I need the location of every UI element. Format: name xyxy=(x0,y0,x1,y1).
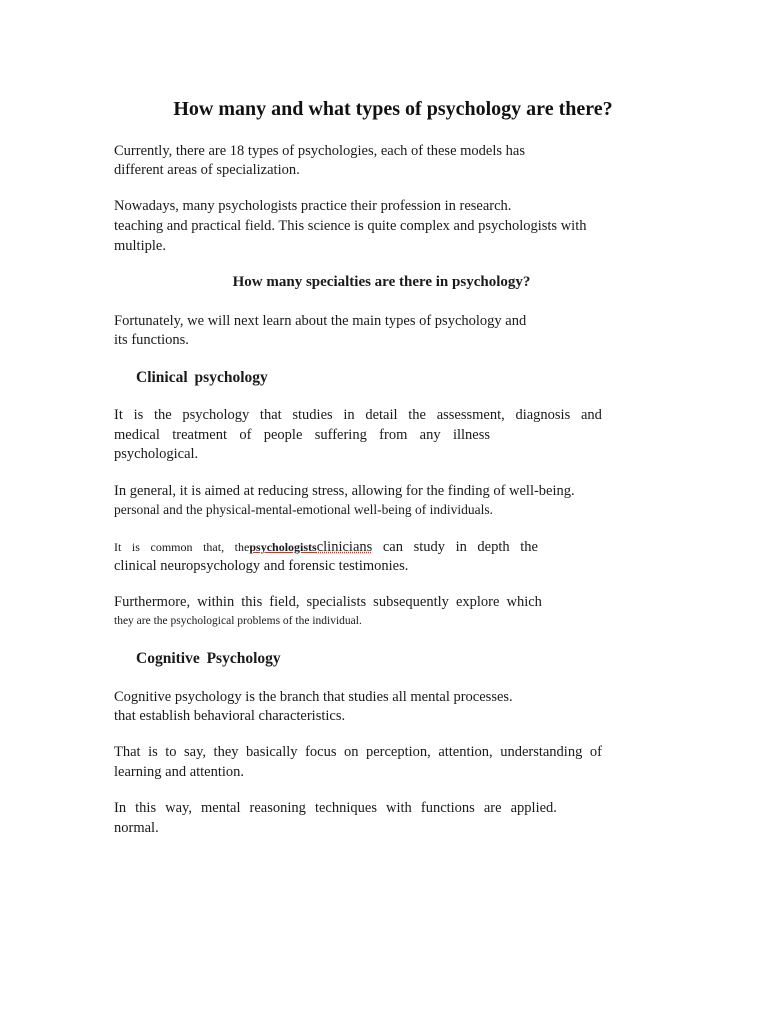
word: detail xyxy=(365,407,398,423)
subheading: How many specialties are there in psychology? xyxy=(232,274,531,290)
cognitive-heading: Cognitive Psychology xyxy=(136,650,281,667)
word: diagnosis xyxy=(515,407,571,423)
clinical-heading: Clinical psychology xyxy=(136,369,268,386)
intro-paragraph-2-line-3: multiple. xyxy=(114,238,166,254)
word: focus xyxy=(305,744,337,760)
clinical-paragraph-1-line-3: psychological. xyxy=(114,446,199,462)
word: assessment, xyxy=(436,407,505,423)
word: psychology xyxy=(182,407,250,423)
word: specialists xyxy=(306,594,367,610)
word: studies xyxy=(292,407,333,423)
clinical-paragraph-1-line-2 xyxy=(114,425,490,445)
word: they xyxy=(213,744,239,760)
page-title: How many and what types of psychology are there? xyxy=(173,98,613,120)
word: from xyxy=(379,427,408,443)
word: within xyxy=(197,594,235,610)
p3-word-1: It xyxy=(114,540,122,554)
clinical-paragraph-3-line-1 xyxy=(114,537,538,557)
p3-rest-4: depth xyxy=(477,539,510,555)
cognitive-paragraph-3-line-1 xyxy=(114,798,557,818)
word: understanding xyxy=(500,744,583,760)
intro-paragraph-1-line-2: different areas of specialization. xyxy=(114,162,300,178)
clinical-paragraph-1-line-2-words xyxy=(114,425,490,445)
word: illness xyxy=(452,427,490,443)
word: perception, xyxy=(365,744,431,760)
intro-paragraph-2-line-2: teaching and practical field. This science is quite complex and psychologists with xyxy=(114,218,587,234)
clinical-paragraph-2-line-1: In general, it is aimed at reducing stress, allowing for the finding of well-being. xyxy=(114,483,575,499)
intro-paragraph-1-line-1: Currently, there are 18 types of psychologies, each of these models has xyxy=(114,143,525,159)
word: way, xyxy=(165,800,192,816)
word: the xyxy=(408,407,426,423)
word: techniques xyxy=(314,800,377,816)
cognitive-paragraph-3-line-2: normal. xyxy=(114,820,159,836)
word: that xyxy=(259,407,282,423)
word: That xyxy=(114,744,141,760)
word: subsequently xyxy=(373,594,449,610)
word: In xyxy=(114,800,127,816)
word: functions xyxy=(420,800,475,816)
word: of xyxy=(239,427,252,443)
word: mental xyxy=(201,800,241,816)
word: the xyxy=(153,407,172,423)
cognitive-paragraph-2-line-1 xyxy=(114,742,602,762)
word: any xyxy=(419,427,441,443)
intro-paragraph-2-line-1: Nowadays, many psychologists practice their profession in research. xyxy=(114,198,512,214)
word: people xyxy=(263,427,303,443)
cognitive-paragraph-2-line-2: learning and attention. xyxy=(114,764,245,780)
word: which xyxy=(506,594,542,610)
word: It xyxy=(114,407,123,423)
subintro-line-1: Fortunately, we will next learn about the main types of psychology and xyxy=(114,313,527,329)
word: are xyxy=(483,800,502,816)
word: field, xyxy=(269,594,300,610)
word: reasoning xyxy=(249,800,306,816)
tracked-insertion: clinicians xyxy=(316,539,373,555)
word: in xyxy=(343,407,355,423)
cognitive-paragraph-1-line-2: that establish behavioral characteristics. xyxy=(114,708,346,724)
word: is xyxy=(148,744,158,760)
clinical-paragraph-1-line-1 xyxy=(114,405,602,425)
tracked-deletion: psychologists xyxy=(249,540,317,554)
word: say, xyxy=(184,744,207,760)
word: to xyxy=(165,744,177,760)
word: attention, xyxy=(438,744,493,760)
subintro-line-2: its functions. xyxy=(114,332,189,348)
tracked-change-group xyxy=(235,537,373,557)
word: this xyxy=(135,800,157,816)
word: basically xyxy=(246,744,298,760)
word: of xyxy=(589,744,602,760)
p3-word-4: that, xyxy=(203,540,225,554)
word: suffering xyxy=(314,427,367,443)
clinical-paragraph-4-line-1 xyxy=(114,592,542,612)
p3-rest-1: can xyxy=(382,539,403,555)
p3-rest-3: in xyxy=(455,539,467,555)
word: treatment xyxy=(172,427,227,443)
word: Furthermore, xyxy=(114,594,191,610)
word: and xyxy=(580,407,602,423)
word: medical xyxy=(114,427,160,443)
clinical-paragraph-2-line-2: personal and the physical-mental-emotional well-being of individuals. xyxy=(114,502,494,517)
word: with xyxy=(386,800,412,816)
p3-rest-5: the xyxy=(520,539,538,555)
p3-word-2: is xyxy=(131,540,140,554)
cognitive-paragraph-1-line-1: Cognitive psychology is the branch that studies all mental processes. xyxy=(114,689,513,705)
word: explore xyxy=(455,594,500,610)
p3-the: the xyxy=(234,540,250,554)
p3-word-3: common xyxy=(150,540,193,554)
word: this xyxy=(241,594,263,610)
word: applied. xyxy=(510,800,557,816)
clinical-paragraph-3-line-2: clinical neuropsychology and forensic testimonies. xyxy=(114,558,409,574)
p3-rest-2: study xyxy=(413,539,445,555)
word: is xyxy=(133,407,144,423)
clinical-paragraph-4-line-2: they are the psychological problems of the individual. xyxy=(114,615,362,627)
word: on xyxy=(343,744,359,760)
